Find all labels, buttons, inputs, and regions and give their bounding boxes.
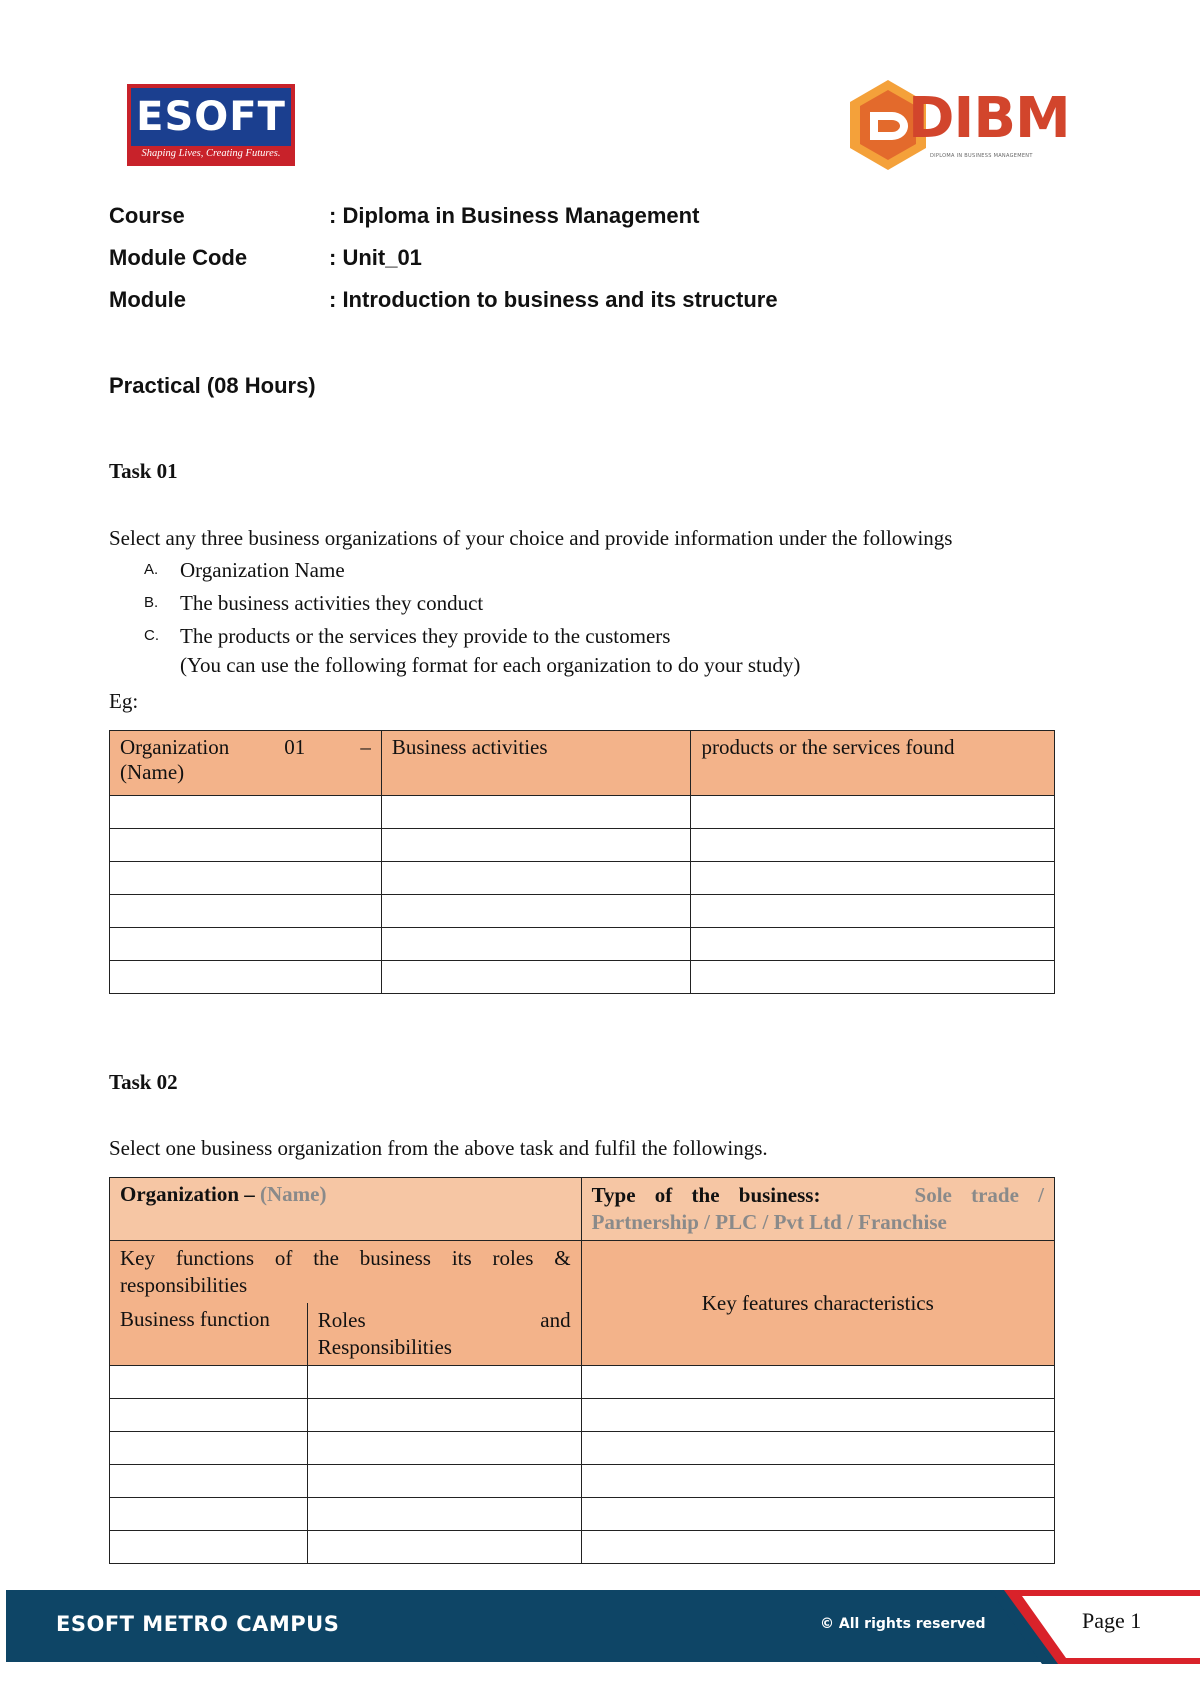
list-marker: B.	[144, 594, 159, 611]
table-cell[interactable]	[381, 796, 691, 829]
table-header-row	[110, 731, 1055, 796]
task-01-table	[109, 730, 1055, 994]
dibm-logo-text: DIBM	[908, 86, 1070, 151]
table-row	[110, 961, 1055, 994]
course-value: : Diploma in Business Management	[329, 203, 700, 228]
table-cell[interactable]	[307, 1399, 581, 1432]
header-text: Responsibilities	[317, 1335, 452, 1359]
footer-copyright: © All rights reserved	[820, 1616, 986, 1632]
header-text: (Name)	[120, 760, 185, 784]
list-marker: C.	[144, 627, 159, 644]
esoft-logo-text: ESOFT	[131, 88, 291, 146]
table-cell[interactable]	[110, 1531, 308, 1564]
table-row	[110, 796, 1055, 829]
table-cell[interactable]	[110, 1465, 308, 1498]
table-cell[interactable]	[381, 895, 691, 928]
task-01-instruction: Select any three business organizations of your choice and provide information under the followings	[109, 526, 953, 550]
list-item-text: The products or the services they provide to the customers	[180, 624, 671, 648]
header-organization	[110, 1178, 582, 1241]
list-item	[144, 558, 800, 591]
task-02-table	[109, 1177, 1055, 1564]
footer-campus-name: ESOFT METRO CAMPUS	[56, 1612, 340, 1636]
table-header-row	[110, 1178, 1055, 1241]
table-cell[interactable]	[307, 1498, 581, 1531]
list-item-text: Organization Name	[180, 558, 345, 582]
list-item-text: The business activities they conduct	[180, 591, 484, 615]
table-cell[interactable]	[581, 1465, 1054, 1498]
task-01-list	[144, 558, 800, 678]
module-code-value: : Unit_01	[329, 245, 422, 270]
esoft-logo-tagline: Shaping Lives, Creating Futures.	[141, 148, 281, 159]
header-key-features: Key features characteristics	[581, 1241, 1054, 1366]
header-roles-responsibilities	[307, 1303, 581, 1366]
module-label: Module	[109, 287, 186, 312]
table-cell[interactable]	[581, 1498, 1054, 1531]
table-row	[110, 1366, 1055, 1399]
business-type-options: Partnership / PLC / Pvt Ltd / Franchise	[591, 1210, 947, 1234]
header-business-activities: Business activities	[381, 731, 691, 796]
table-cell[interactable]	[581, 1366, 1054, 1399]
module-code-label: Module Code	[109, 245, 248, 270]
table-row	[110, 1498, 1055, 1531]
table-cell[interactable]	[381, 961, 691, 994]
task-01-title: Task 01	[109, 459, 178, 483]
format-note: (You can use the following format for each organization to do your study)	[180, 653, 801, 677]
course-label: Course	[109, 203, 185, 228]
table-cell[interactable]	[581, 1531, 1054, 1564]
table-cell[interactable]	[381, 862, 691, 895]
table-row	[110, 829, 1055, 862]
table-row	[110, 1531, 1055, 1564]
task-02-title: Task 02	[109, 1070, 178, 1094]
table-cell[interactable]	[691, 895, 1055, 928]
table-cell[interactable]	[381, 829, 691, 862]
table-cell[interactable]	[110, 796, 382, 829]
table-cell[interactable]	[691, 928, 1055, 961]
table-cell[interactable]	[307, 1366, 581, 1399]
table-cell[interactable]	[307, 1432, 581, 1465]
page-footer	[0, 1590, 1200, 1670]
table-row	[110, 862, 1055, 895]
table-row	[110, 1399, 1055, 1432]
header-business-function: Business function	[110, 1303, 308, 1366]
header-text: Organization	[120, 735, 230, 759]
table-cell[interactable]	[110, 1366, 308, 1399]
header-key-functions: Key functions of the business its roles & responsibilities	[110, 1241, 582, 1304]
table-cell[interactable]	[581, 1399, 1054, 1432]
header-text: –	[360, 735, 371, 759]
list-marker: A.	[144, 561, 159, 578]
organization-label: Organization –	[120, 1182, 255, 1206]
table-cell[interactable]	[691, 829, 1055, 862]
task-02-instruction: Select one business organization from the above task and fulfil the followings.	[109, 1136, 768, 1160]
page-number: Page 1	[1082, 1608, 1142, 1633]
organization-name: (Name)	[260, 1182, 327, 1206]
esoft-logo	[127, 84, 295, 166]
header-text: Roles	[317, 1308, 366, 1332]
table-cell[interactable]	[110, 862, 382, 895]
table-row	[110, 1432, 1055, 1465]
table-cell[interactable]	[110, 961, 382, 994]
table-cell[interactable]	[110, 829, 382, 862]
table-cell[interactable]	[691, 796, 1055, 829]
table-cell[interactable]	[110, 1399, 308, 1432]
table-row	[110, 928, 1055, 961]
table-cell[interactable]	[110, 895, 382, 928]
header-products-services: products or the services found	[691, 731, 1055, 796]
dibm-logo-subtext: DIPLOMA IN BUSINESS MANAGEMENT	[930, 153, 1033, 159]
table-cell[interactable]	[381, 928, 691, 961]
table-row	[110, 895, 1055, 928]
business-type-label: Type of the business:	[591, 1183, 821, 1207]
table-header-row	[110, 1241, 1055, 1304]
course-info	[109, 203, 778, 329]
table-row	[110, 1465, 1055, 1498]
table-cell[interactable]	[110, 1432, 308, 1465]
module-value: : Introduction to business and its structure	[329, 287, 778, 312]
table-cell[interactable]	[307, 1465, 581, 1498]
table-cell[interactable]	[110, 1498, 308, 1531]
list-item	[144, 591, 800, 624]
table-cell[interactable]	[307, 1531, 581, 1564]
header-organization	[110, 731, 382, 796]
table-cell[interactable]	[691, 961, 1055, 994]
dibm-logo	[840, 76, 1070, 176]
business-type-options: Sole trade /	[914, 1183, 1044, 1207]
header-text: 01	[284, 735, 306, 759]
table-cell[interactable]	[581, 1432, 1054, 1465]
header-text: and	[540, 1308, 571, 1332]
table-cell[interactable]	[110, 928, 382, 961]
eg-label: Eg:	[109, 689, 139, 713]
practical-heading: Practical (08 Hours)	[109, 373, 316, 398]
header-business-type	[581, 1178, 1054, 1241]
table-cell[interactable]	[691, 862, 1055, 895]
